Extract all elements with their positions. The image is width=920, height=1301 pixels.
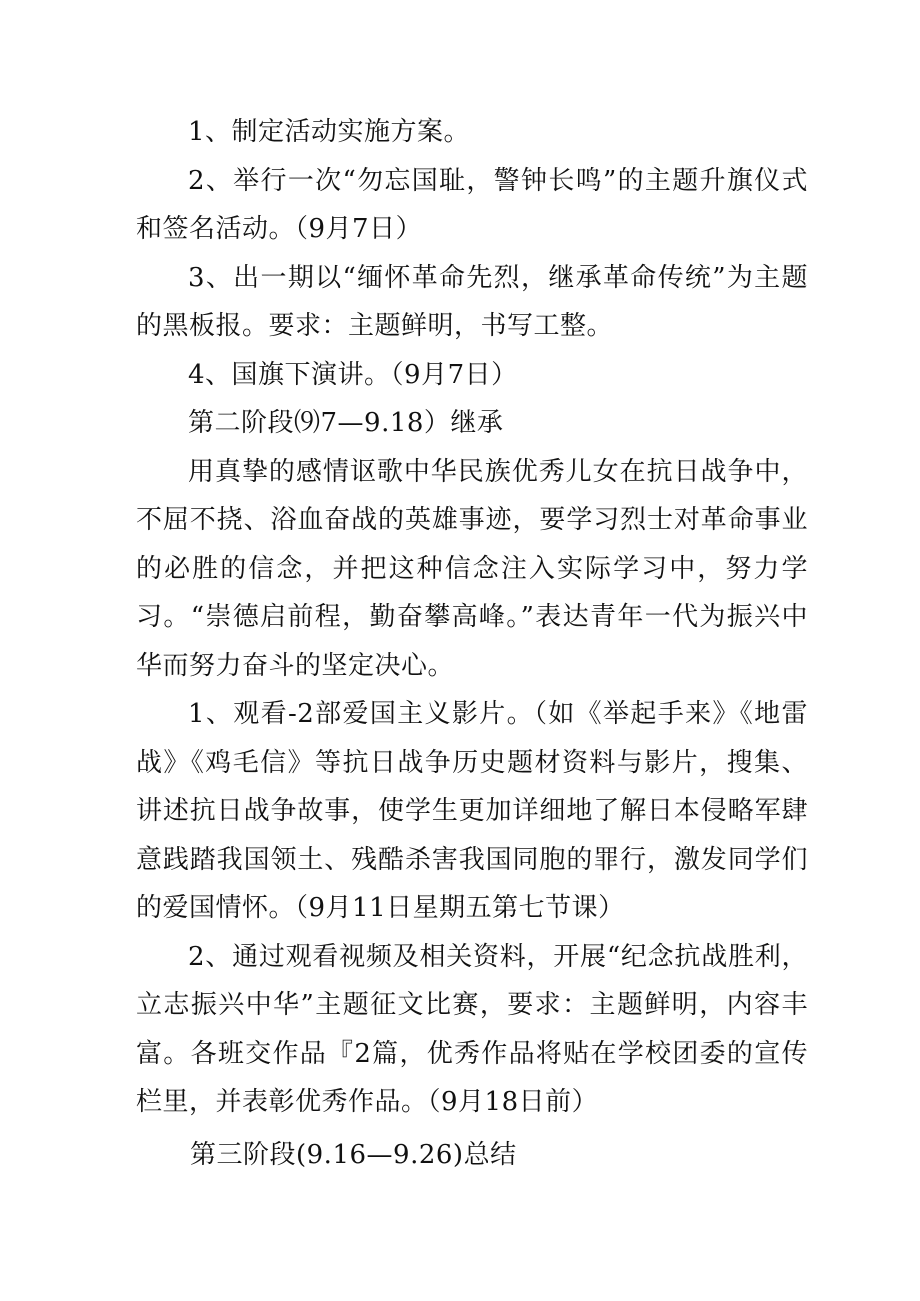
paragraph-step-2: 2、举行一次“勿忘国耻，警钟长鸣”的主题升旗仪式和签名活动。（9月7日） xyxy=(136,165,808,244)
stage-2-step-2: 2、通过观看视频及相关资料，开展“纪念抗战胜利，立志振兴中华”主题征文比赛，要求：主题鲜明，内容丰富。各班交作品『2篇，优秀作品将贴在学校团委的宣传栏里，并表彰优秀作品。（9月18日前） xyxy=(136,941,808,1117)
stage-2-description: 用真挚的感情讴歌中华民族优秀儿女在抗日战争中，不屈不挠、浴血奋战的英雄事迹，要学习烈士对革命事业的必胜的信念，并把这种信念注入实际学习中，努力学习。“崇德启前程，勤奋攀高峰。”表达青年一代为振兴中华而努力奋斗的坚定决心。 xyxy=(136,456,808,681)
stage-2-heading: 第二阶段⑼7—9.18）继承 xyxy=(188,408,504,438)
paragraph-step-4: 4、国旗下演讲。（9月7日） xyxy=(188,359,518,390)
stage-2-step-1: 1、观看-2部爱国主义影片。（如《举起手来》《地雷战》《鸡毛信》等抗日战争历史题材资料与影片，搜集、讲述抗日战争故事，使学生更加详细地了解日本侵略军肆意践踏我国领土、残酷杀害我国同胞的罪行，激发同学们的爱国情怀。（9月11日星期五第七节课） xyxy=(136,699,808,923)
stage-3-heading: 第三阶段(9.16—9.26)总结 xyxy=(190,1139,517,1170)
paragraph-step-3: 3、出一期以“缅怀革命先烈，继承革命传统”为主题的黑板报。要求：主题鲜明，书写工整。 xyxy=(136,262,808,341)
paragraph-step-1: 1、制定活动实施方案。 xyxy=(188,117,471,147)
